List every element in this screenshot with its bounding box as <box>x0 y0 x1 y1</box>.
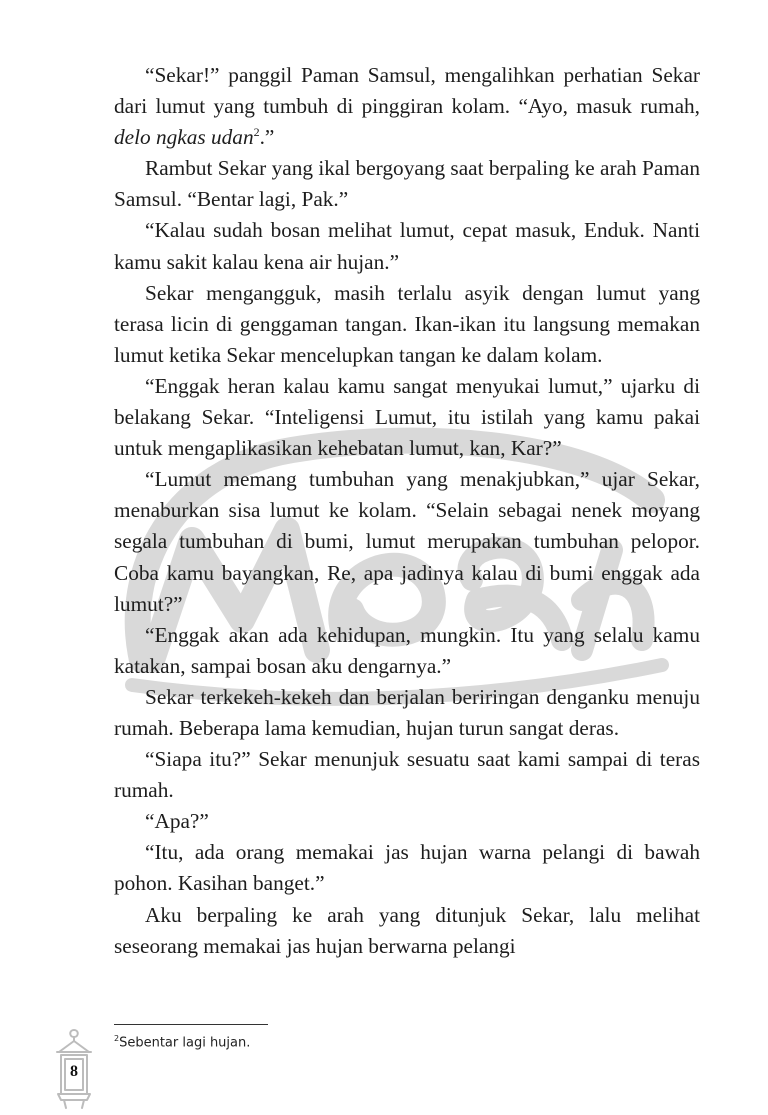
paragraph: “Apa?” <box>145 809 209 834</box>
paragraph: “Sekar!” panggil Paman Samsul, mengalihkan perhatian Sekar dari lumut yang tumbuh di pinggiran kolam. “Ayo, masuk rumah, delo ngkas udan$^2$.” <box>114 63 700 150</box>
footnote-text: Sebentar lagi hujan. <box>119 1035 251 1051</box>
paragraph: Sekar terkekeh-kekeh dan berjalan beriringan denganku menuju rumah. Beberapa lama kemudian, hujan turun sangat deras. <box>114 684 700 740</box>
paragraph: Rambut Sekar yang ikal bergoyang saat berpaling ke arah Paman Samsul. “Bentar lagi, Pak.” <box>114 156 700 212</box>
footnote-marker: 2 <box>114 1034 120 1043</box>
javanese-phrase: delo ngkas udan <box>114 125 254 150</box>
footnote-reference[interactable]: 2 <box>253 125 260 140</box>
footnote <box>114 1034 250 1050</box>
paragraph: “Enggak heran kalau kamu sangat menyukai lumut,” ujarku di belakang Sekar. “Inteligensi Lumut, itu istilah yang kamu pakai untuk mengaplikasikan kehebatan lumut, kan, Kar?” <box>114 373 700 461</box>
paragraph: Sekar mengangguk, masih terlalu asyik dengan lumut yang terasa licin di genggaman tangan. Ikan-ikan itu langsung memakan lumut ketika Sekar mencelupkan tangan ke dalam kolam. <box>114 280 700 367</box>
paragraph: “Kalau sudah bosan melihat lumut, cepat masuk, Enduk. Nanti kamu sakit kalau kena air hujan.” <box>114 218 700 274</box>
page-number: 8 <box>70 1063 78 1080</box>
paragraph: “Itu, ada orang memakai jas hujan warna pelangi di bawah pohon. Kasihan banget.” <box>114 840 700 896</box>
story-text <box>114 60 700 962</box>
footnote-divider <box>114 1024 268 1025</box>
paragraph: “Enggak akan ada kehidupan, mungkin. Itu yang selalu kamu katakan, sampai bosan aku dengarnya.” <box>114 622 700 678</box>
paragraph: “Lumut memang tumbuhan yang menakjubkan,” ujar Sekar, menaburkan sisa lumut ke kolam. “Selain sebagai nenek moyang segala tumbuhan di bumi, lumut merupakan tumbuhan pelopor. Coba kamu bayangkan, Re, apa jadinya kalau di bumi enggak ada lumut?” <box>114 467 700 616</box>
paragraph: “Siapa itu?” Sekar menunjuk sesuatu saat kami sampai di teras rumah. <box>114 747 700 803</box>
paragraph: Aku berpaling ke arah yang ditunjuk Sekar, lalu melihat seseorang memakai jas hujan berwarna pelangi <box>114 902 700 958</box>
